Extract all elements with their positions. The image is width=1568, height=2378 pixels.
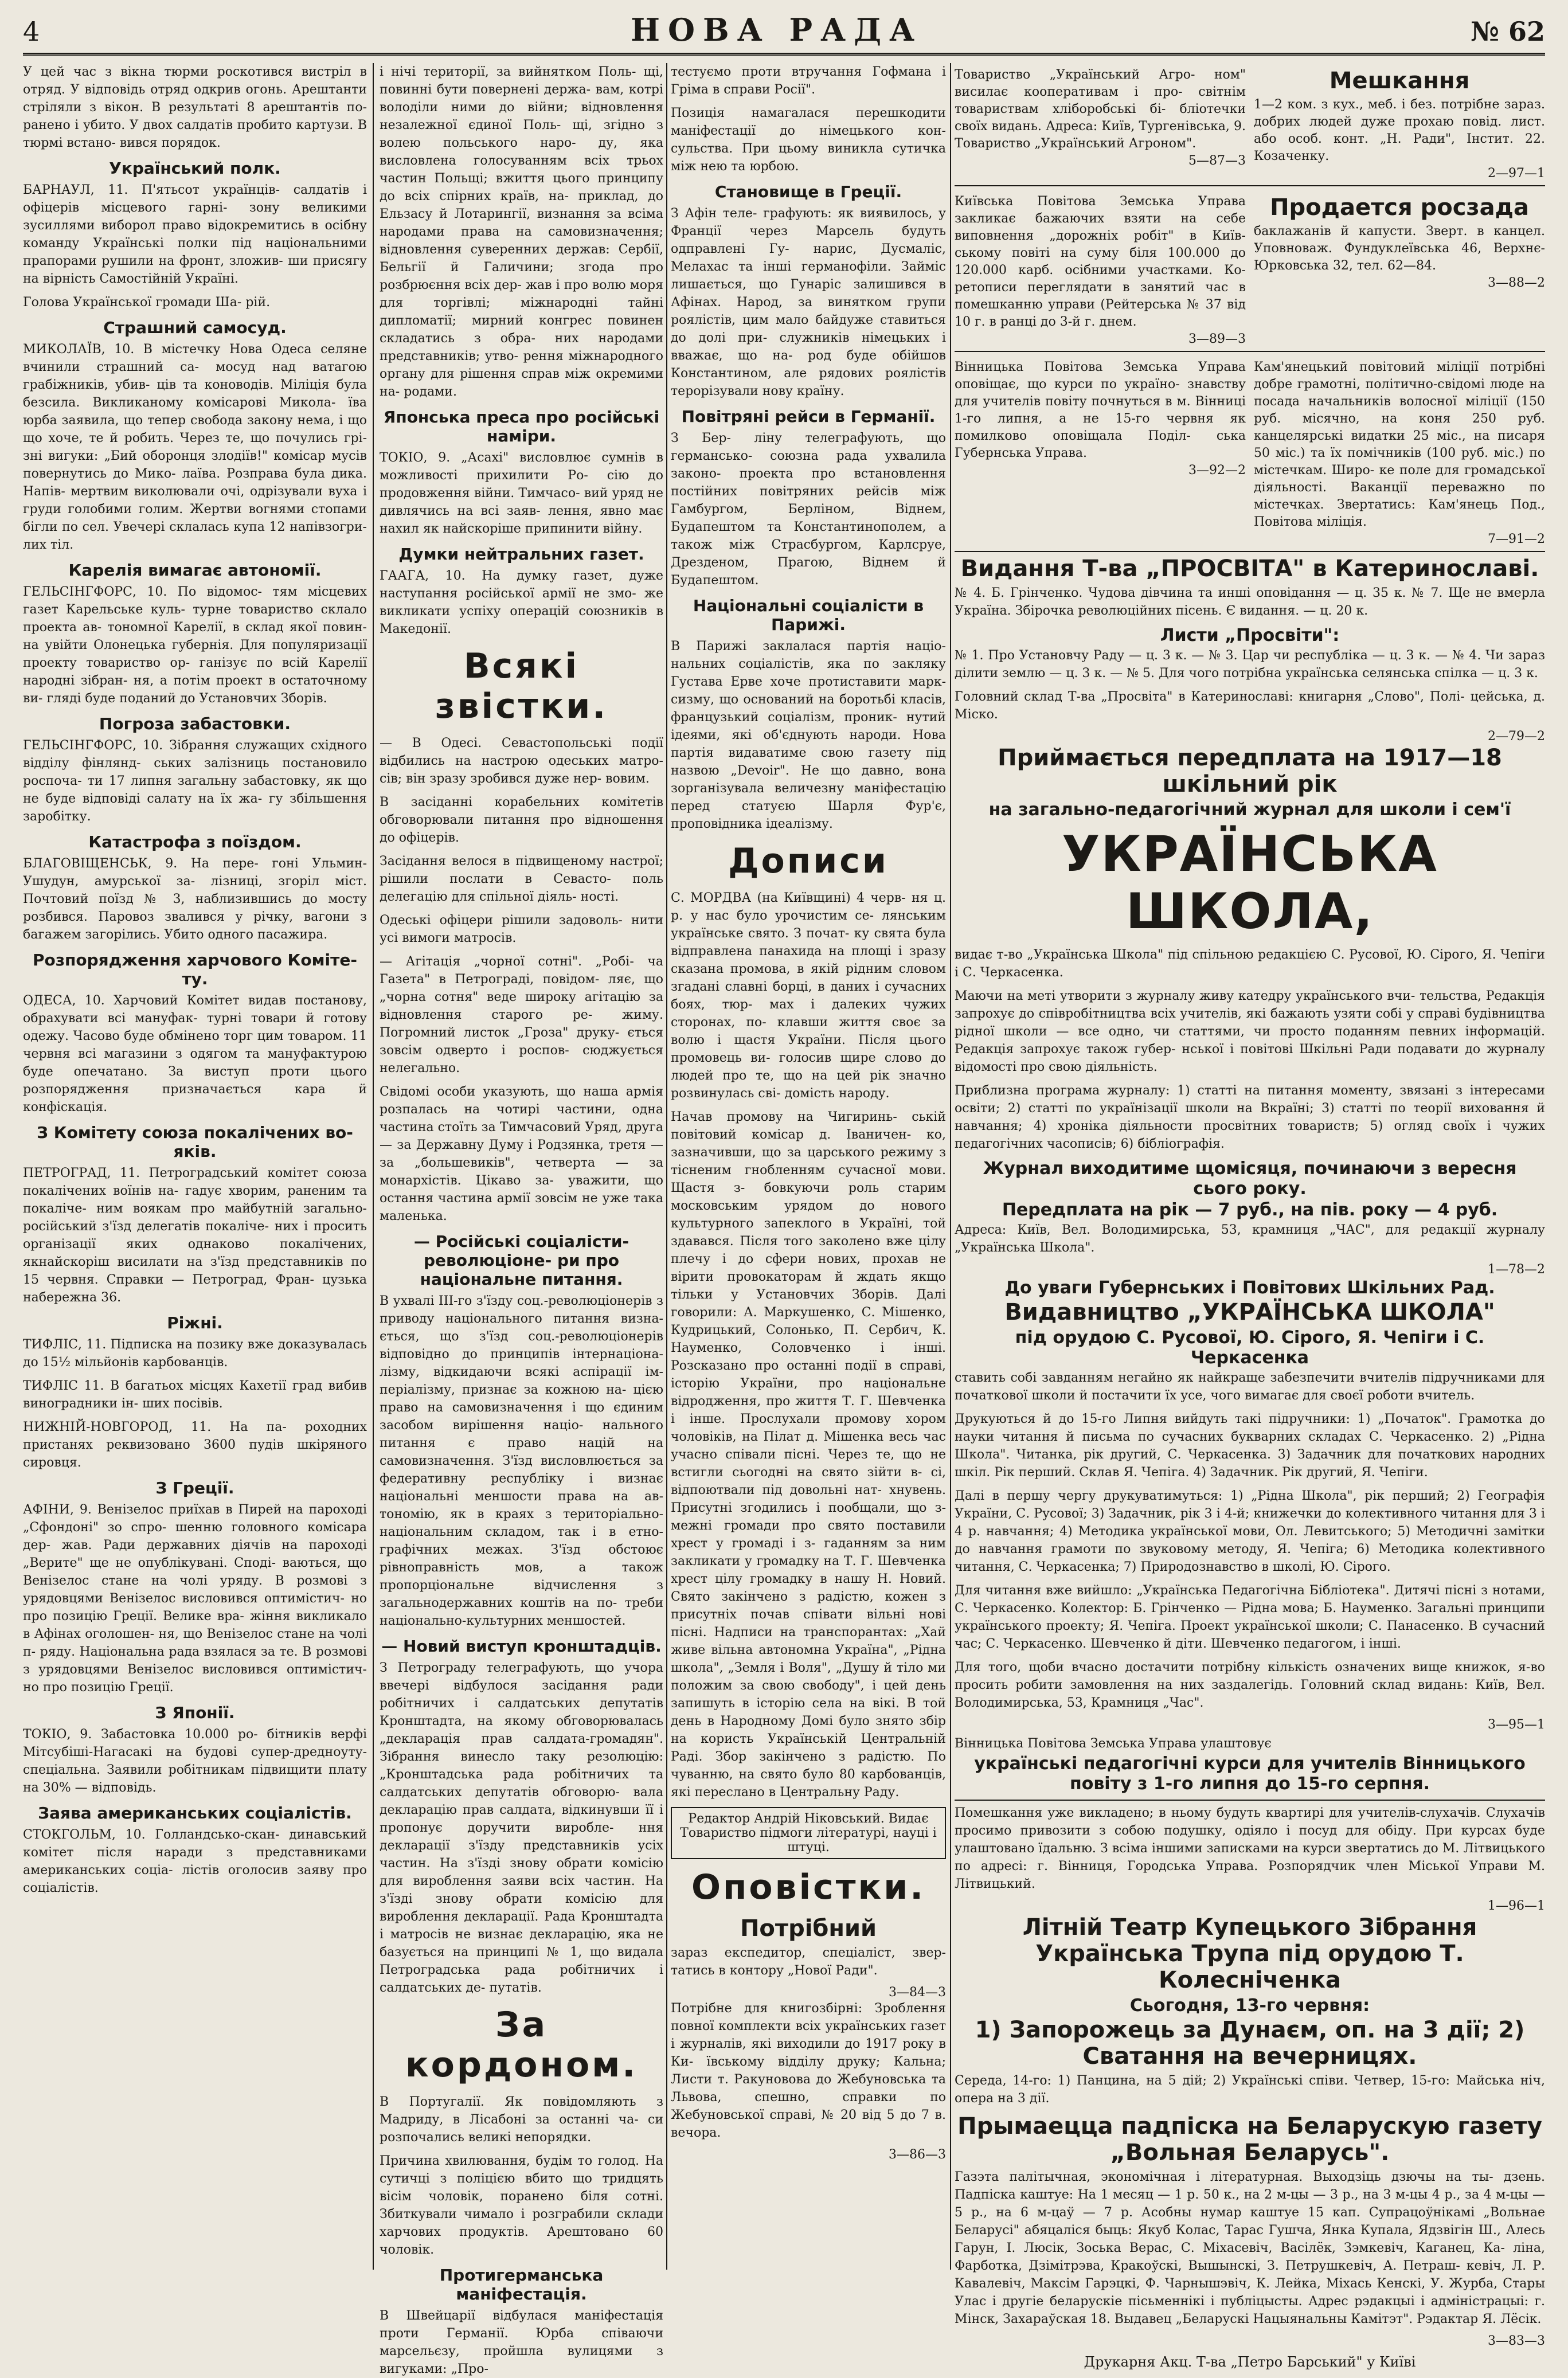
ad-section-title: Прымаецца падпіска на Беларускую газету „Вольная Беларусь". <box>957 2113 1542 2166</box>
section-heading: За кордоном. <box>405 2005 638 2085</box>
ad-code: 3—86—3 <box>889 2148 946 2162</box>
issue-number: № 62 <box>1470 16 1545 47</box>
ad-block <box>955 359 1246 546</box>
section-heading: Дописи <box>728 841 889 881</box>
article-text: зараз експедитор, спеціаліст, звер- татись в контору „Нової Ради". <box>671 1946 946 1978</box>
ad-code: 3—95—1 <box>1488 1718 1545 1732</box>
article-text: У цей час з вікна тюрми роскотився вистріл в отряд. У відповідь отряд одкрив огонь. Арештанти стріляли з вікон. В результаті 8 арештантів пo- ранено і убито. У двох салдатів пробито картузи. В тюрмі встано- вився порядок. <box>23 65 367 150</box>
ad-code: 5—87—3 <box>1188 154 1246 168</box>
section-heading: Всякі звістки. <box>435 646 608 726</box>
column-1 <box>23 63 367 2270</box>
article-text: ГЕЛЬСІНГФОРС, 10. Зібрання служащих східного відділу фінлянд- ських залізниць постановило роспоча- ти 17 липня загальну забастовку, як що не буде відповіді салату на їх жа- гу збільшення заробітку. <box>23 738 367 824</box>
article-heading: Думки нейтральних газет. <box>398 545 644 564</box>
ad-code: 1—96—1 <box>1488 1899 1545 1913</box>
article-text: Головний склад Т-ва „Просвіта" в Катеринославі: книгарня „Слово", Полі- цейська, д. Міско. <box>955 690 1545 722</box>
journal-title: УКРАЇНСЬКА ШКОЛА, <box>1062 826 1438 940</box>
ad-text: Кам'янецький повітовий міліції потрібні добре грамотні, політично-свідомі люде на посада начальників волосної міліції (150 руб. місячно, на коня 250 руб. канцелярські видатки 25 міс., на писаря 50 міс.) та їх помічників (100 руб. міс.) по містечкам. Широ- ке поле для громадської діяльності. Ваканції переважно по містечках. Звертатись: Кам'янець Под., Повітова міліція. <box>1254 360 1545 529</box>
ad-subtitle: на загально-педагогічний журнал для школи і сем'ї <box>988 800 1511 820</box>
ad-section-title: Літній Театр Купецького Зібрання Українська Трупа під орудою Т. Колесніченка <box>1022 1914 1477 1993</box>
article-heading: Український полк. <box>109 159 281 178</box>
article-text: Потрібне для книгозбірні: Зроблення повної комплекти всіх українських газет і журналів, які виходили до 1917 року в Ки- ївському відділу друку; Кальна; Листи т. Ракуновова до Жебуновська та Львова, спешно, справки по Жебуновської справі, № 20 від 5 до 7 в. вечора. <box>671 2001 946 2140</box>
ad-text: 1—2 ком. з кух., меб. і без. потрібне зараз. добрих людей дуже прохаю повід. лист. або особ. конт. „Н. Ради", Інстит. 22. Козаченку. <box>1254 97 1545 163</box>
editor-imprint: Редактор Андрій Ніковський. Видає Товариство підмоги літературі, науці і штуці. <box>671 1807 946 1859</box>
ad-banner-small: Вінницька Повітова Земська Управа улаштовує <box>955 1736 1272 1751</box>
article-text: Для читання вже вийшло: „Українська Педагогічна Бібліотека". Дитячі пісні з нотами, С. Черкасенко. Колектор: Б. Грінченко — Рідна мова; Б. Науменко. Загальні принципи українського проекту; Я. Чепіга. Проект української школи; С. Панасенко. В сучасний час; С. Черкасенко. Шевченко й діти. Шевченко педагогом, і інші. <box>955 1583 1545 1651</box>
ad-block <box>1254 359 1545 546</box>
article-text: Для того, щоби вчасно достачити потрібну кількість означених вище книжок, я-во просить робити замовлення на них заздалегідь. Головний склад видань: Київ, Вел. Володимирська, 53, Крамниця „Час". <box>955 1660 1545 1710</box>
ad-code: 2—97—1 <box>1488 166 1545 181</box>
ad-section-title: 1) Запорожець за Дунаєм, оп. на 3 дії; 2) Сватання на вечерницях. <box>975 2017 1525 2070</box>
article-text: З Афін теле- графують: як виявилось, у Франції через Марсель будуть одправлені Гу- нарис, Дусмаліс, Мелахас та інші германофіли. Займіс лишається, що Гунаріс залишився в Афінах. Народ, за винятком групи роялістів, цим мало байдуже ставиться до долі при- служників німецьких і вважає, що на- род буде обійшов Константином, але рядових роялістів терорізували нову країну. <box>671 206 946 398</box>
article-heading: Карелія вимагає автономії. <box>68 561 322 580</box>
article-text: Помешкання уже викладено; в ньому будуть квартирі для учителів-слухачів. Слухачів просимо привозити з собою подушку, одіяло і посуд для обіду. При курсах буде улаштовано їдальню. З всіма іншими записками на курси звертатись до М. Літвицького по адресі: г. Вінниця, Городська Управа. Розпорядчик член Міської Управи М. Літвицький. <box>955 1806 1545 1891</box>
article-text: ТОКІО, 9. „Асахі" висловлює сумнів в можливості прихилити Ро- сію до продовження війни. Тимчасо- вий уряд не дивлячись на всі заяв- лення, явно має нахил як найскоріше припинити війну. <box>380 451 663 536</box>
article-text: В ухвалі III-го з'їзду соц.-революціонерів з приводу національного питання визна- ється, що з'їзд соц.-революціонерів відповідно до принципів інтернаціона- лізму, відкидаючи всякі аспірації ім- періалізму, признає за кожною на- цією право на самовизначення і що єдиним засобом вирішення націо- нального питання є право націй на самовизначення. З'їзд висловлюється за федеративну республіку і визнає національні меншости права на ав- тономію, як в краях з територіально- національним складом, так і в етно- графічних межах. З'їзд обстоює рівноправність мов, а також пропорціональне відчислення з загальнодержавних коштів на по- треби національно-культурних меншостей. <box>380 1294 663 1628</box>
ad-code: 3—89—3 <box>1188 332 1246 346</box>
article-text: Позиція намагалася перешкодити маніфестації до німецького кон- сульства. При цьому виникла сутичка між нею та юрбою. <box>671 106 946 174</box>
ad-subtitle: Журнал виходитиме щомісяця, починаючи з вересня сього року. <box>983 1159 1517 1199</box>
article-text: ТИФЛІС, 11. Підписка на позику вже доказувалась до 15½ мільйонів карбованців. <box>23 1337 367 1370</box>
article-text: Маючи на меті утворити з журналу живу катедру українського вчи- тельства, Редакція запрохує до співробітництва всіх учителів, які бажають узяти собі у справі будівництва рідної школи — все одно, чи статтями, чи просто поданням певних інформацій. Редакція запрохує також губер- нської і повітові Шкільні Ради подавати до журналу відомості про свою діяльність. <box>955 989 1545 1074</box>
article-text: Адреса: Київ, Вел. Володимирська, 53, крамниця „ЧАС", для редакції журналу „Українська Школа". <box>955 1223 1545 1255</box>
ad-code: 3—92—2 <box>1188 463 1246 478</box>
article-text: З Бер- ліну телеграфують, що германсько- союзна рада ухвалила законо- проекта про встановлення постійних повітряних рейсів між Гамбургом, Берліном, Віднем, Будапештом та Константинополем, а також між Страсбургом, Карлсруе, Дрезденом, Прагою, Віднем й Будапештом. <box>671 431 946 588</box>
article-text: ОДЕСА, 10. Харчовий Комітет видав постанову, обрахувати всі мануфак- турні товари й готову одежу. Часово буде обмінено торг цим товаром. 11 червня всі магазини з одягом та мануфактурою буде опечатано. За виступ проти цього розпорядження призначається кара й конфіскація. <box>23 994 367 1114</box>
article-text: № 1. Про Установчу Раду — ц. 3 к. — № 3. Цар чи республіка — ц. 3 к. — № 4. Чи зараз ділити землю — ц. 3 к. — № 5. Для чого потрібна українська селянська спілка — ц. 3 к. <box>955 648 1545 680</box>
article-text: видає т-во „Українська Школа" під спільною редакцією С. Русової, Ю. Сірого, Я. Чепіги і С. Черкасенка. <box>955 948 1545 980</box>
article-heading: З Японії. <box>155 1703 235 1722</box>
article-text: № 4. Б. Грінченко. Чудова дівчина та инші оповідання — ц. 35 к. № 7. Ще не вмерла Україна. Збірочка революційних пісень. Є видання. — ц. 20 к. <box>955 586 1545 618</box>
article-heading: Становище в Греції. <box>714 182 902 201</box>
article-heading: — Новий виступ кронштадців. <box>381 1637 662 1656</box>
article-heading: Розпорядження харчового Коміте- ту. <box>33 951 357 988</box>
article-text: В Швейцарії відбулася маніфестація проти Германії. Юрба співаючи марсельєзу, пройшла вулицями з вигуками: „Про- <box>380 2309 663 2376</box>
article-text: Далі в першу чергу друкуватимуться: 1) „Рідна Школа", рік перший; 2) Географія України, С. Русової; 3) Задачник, рік 3 і 4-й; книжечки до колективного читання для 3 і 4 р. навчання; 4) Методика української мови, Ол. Левитського; 5) Методичні замітки до навчання грамоти по звуковому методу, Я. Чепіга; 6) Методика колективного читання, С. Черкасенка; 7) Природознавство в школі, Ю. Сірого. <box>955 1489 1545 1574</box>
ad-text: баклажанів й капусти. Зверт. в канцел. Уповноваж. Фундуклеївська 46, Верхнє- Юрковська 32, тел. 62—84. <box>1254 224 1545 273</box>
article-heading: Японська преса про російські наміри. <box>383 408 660 445</box>
article-text: НИЖНІЙ-НОВГОРОД, 11. На па- роходних пристанях реквизовано 3600 пудів шкіряного сировця. <box>23 1420 367 1470</box>
ad-code: 3—83—3 <box>1488 2334 1545 2348</box>
column-3 <box>671 63 946 2270</box>
article-text: і нічі території, за вийнятком Поль- щі, повинні бути повернені держа- вам, котрі володіли ними до війни; відновлення незалежної єдиної Поль- щі, згідно з волею польського наро- ду, яка висловлена голосуванням всіх трьох частин Польщі; вжиття цього принципу до всіх спірних країв, на- приклад, до Ельзасу й Лотарингії, визнання за всіма народами права на самовизначення; відновлення суверенних держав: Сербії, Бельгії й Галичини; згода про розбрюєння всіх дер- жав і про волю моря для торгівлі; міжнародні тайні дипломатії; мирний конгрес повинен складатись з обра- них народами представників; утво- рення міжнародного органу для рішення справ між окремими на- родами. <box>380 65 663 399</box>
ad-block <box>1254 193 1545 346</box>
article-text: Начав промову на Чигиринь- ській повітовий комісар д. Іваничен- ко, зазначивши, що за царського режиму з тісненим гнобленням сучасної мови. Щастя з- бовкуючи роль старим московським урядом до нового культурного запеклого в Україні, той здавався. Після того заколено вже цілу плечу і до сфери нових, прохав не вірити провокаторам й ждать якщо тільки у Установчих Зборів. Далі говорили: А. Маркушенко, С. Мішенко, Кудрицький, Солонько, П. Сербич, К. Науменко, Соловченко і інші. Розсказано про останні події в справі, історію України, про національне відродження, про життя Т. Г. Шевченка і інше. Прослухали промову хором чоловіків, на Пілат д. Мішенка весь час учасно співали пісні. Через те, що не встигли сьогодні на свято зійти в- сі, відпоютвали під довольні нат- хнувень. Присутні згодились і пообщали, що з- межні громади про свято поставили хрест у громаді і з- гаданням за ним закликати у громадку на Т. Г. Шевченка хрест цілу громадку в нашу Н. Новий. Свято закінчено з радістю, кожен з присутніх почав співати вільні нові пісні. Надписи на транспорантах: „Хай живе вільна автономна Україна", „Рідна школа", „Земля і Воля", „Душу й тіло ми положим за свою свободу", і цей день запишуть в історію села на вікі. В той день в Народному Домі було знято збір на користь Українській Центральній Раді. Збор закінчено з радістю. По чуванню, на свято було 80 карбованців, які переслано в Центральну Раду. <box>671 1110 946 1800</box>
ad-banner <box>955 1732 1545 1801</box>
article-text: Свідомі особи указують, що наша армія розпалась на чотирі частини, одна частина стоїть за Тимчасовий Уряд, друга — за Державну Думу і Родзянка, третя — за „большевиків", четверта — за монархістів. Цікаво за- уважити, що остання частина армії зовсім не уже така маленька. <box>380 1085 663 1223</box>
ad-title: Продается росзада <box>1270 194 1529 221</box>
ad-banner-title: українські педагогічні курси для учителів Вінницького повіту з 1-го липня до 15-го серпня. <box>974 1754 1526 1794</box>
article-text: ставить собі завданням негайно як найкраще забезпечити вчителів підручниками для початкової школи й постачити їх усе, чого вимагає для своєї роботи вчитель. <box>955 1371 1545 1403</box>
article-text: тестуємо проти втручання Гофмана і Гріма в справи Росії". <box>671 65 946 97</box>
article-text: Газэта палітычная, экономічная і літературная. Выходзіць дзючы на ты- дзень. Падпіска каштуе: На 1 месяц — 1 р. 50 к., на 2 м-цы — 3 р., на 3 м-цы 4 р., за 4 м-цы — 5 р., на 6 м-цаў — 7 р. Асобны нумар каштуе 15 кап. Супрацоўнікамі „Вольнае Беларусі" абяцаліся быць: Якуб Колас, Тарас Гушча, Янка Купала, Ядзвігін Ш., Алесь Гарун, І. Люсік, Зоська Верас, С. Міхасевіч, Васілёк, Зэмкевіч, Каганец, Ка- ліна, Фарботка, Дзімітрэва, Кракоўскі, Вышынскі, З. Петрушкевіч, А. Петраш- кевіч, Л. Р. Кавалевіч, Максім Гарэцкі, Ф. Чарнышэвіч, К. Лейка, Міхась Кенскі, У. Журба, Стары Улас і другіе беларускіе пісьменнікі і публіцысты. Адрес рэдакцыі і адміністрацыі: г. Мінск, Захараўская 18. Выдавец „Беларускі Нацыянальны Камітэт". Рэдактар Я. Лёсік. <box>955 2170 1545 2326</box>
ad-subtitle: Сьогодня, 13-го червня: <box>1129 1996 1370 2016</box>
article-text: — Агітація „чорної сотні". „Робі- ча Газета" в Петрограді, повідом- ляє, що „чорна сотня" веде широку агітацію за відновлення старого ре- жиму. Погромний листок „Гроза" друку- ється зовсім одверто і роспов- сюджується нелегально. <box>380 955 663 1075</box>
header-rule <box>23 53 1545 56</box>
article-text: АФІНИ, 9. Венізелос приїхав в Пирей на пароході „Сфондоні" зо спро- шенню головного комісара дер- жав. Ради державних діячів на пароході „Верите" ще не опублікувані. Споді- ваються, що Венізелос стане на чолі уряду. В розмові з урядовцями Венізелос висловився оптимістич- но про позицію Греції. Велике вра- жіння викликало в Афінах оголошен- ня, що Венізелос стане на чолі п- ряду. Національна рада взялася за те. В розмові з урядовцями Венізелос висловився оптимістич- но про позицію Греції. <box>23 1503 367 1695</box>
column-divider <box>950 63 951 2270</box>
column-divider <box>373 63 374 2270</box>
article-heading: З Греції. <box>155 1479 234 1497</box>
ad-section-title: Видання Т-ва „ПРОСВІТА" в Катеринославі. <box>960 556 1539 582</box>
ad-block <box>1254 67 1545 181</box>
article-heading: Страшний самосуд. <box>103 318 287 337</box>
article-text: Голова Української громади Ша- рій. <box>23 295 271 310</box>
ad-subtitle: Листи „Просвіти": <box>1160 625 1340 646</box>
article-text: МИКОЛАЇВ, 10. В містечку Нова Одеса селяне вчинили страшний са- мосуд над ватагою грабіжників, убив- ців та коноводів. Міліція була безсила. Викликаному комісарові Микола- їва юрба заявила, що тепер свобода закону нема, і що що хоче, те й робить. Через те, що почулись грі- зні вигуки: „Бий оборонця злодіїв!" комісар мусів повернутись до Мико- лаїва. Розправа була дика. Напів- мертвим виколювали очі, одрізували вуха і груди голобими голим. Жертви вогнями стопами бігли по сел. Увечері склалась купа 12 напівзогри- лих тіл. <box>23 342 367 552</box>
column-4-advertisements <box>955 63 1545 2370</box>
section-heading: Оповістки. <box>691 1867 926 1907</box>
article-text: Друкуються й до 15-го Липня вийдуть такі підручники: 1) „Початок". Грамотка до науки читання й письма по сучасних букварних складах С. Черкасенко. 2) „Рідна Школа". Читанка, рік другий, С. Черкасенка. 3) Задачник для початкових народних шкіл. Рік перший. Склав Я. Чепіга. 4) Задачник. Рік другий, Я. Чепіги. <box>955 1412 1545 1480</box>
article-heading: Національні соціалісти в Парижі. <box>693 596 924 634</box>
ad-section-title: Приймається передплата на 1917—18 шкільний рік <box>998 745 1502 797</box>
article-text: В Парижі заклалася партія націо- нальних соціалістів, яка по закляку Густава Ерве хоче протиставити марк- сизму, що оснований на боротьбі класів, французький соціалізм, проник- нутий ідеями, які об'єднують народи. Нова партія видаватиме свою газету під назвою „Devoir". Не що давно, вона зорганізувала величезну маніфестацію перед статуєю Шарля Фур'є, проповідника ідеалізму. <box>671 639 946 831</box>
article-text: З Петрограду телеграфують, що учора ввечері відбулося засідання ради робітничих і салдатських депутатів Кронштадта, на якому обговорювалась „декларація прав салдата-громадян". Зібрання винесло таку резолюцію: „Кронштадська рада робітничих та салдатських депутатів обговорю- вала декларацію прав салдата, відкинувши її і пропонує доручити виробле- ння декларації з'їзду представників усіх частин. На з'їзді знову обрати комісію для вироблення заяви всіх частин. На з'їзді знову обрати комісію для вироблення декларації. Рада Кронштадта і матросів не визнає декларацію, яка не базується на принципі № 1, що видала Петроградська рада робітничих і салдатських де- путатів. <box>380 1661 663 1995</box>
printer-imprint: Друкарня Акц. Т-ва „Петро Барський" у Київі <box>1084 2354 1416 2370</box>
article-text: ГЕЛЬСІНГФОРС, 10. По відомос- тям місцевих газет Карельське куль- турне товариство склало проекта ав- тономної Карелії, в склад якої повин- на увійти Олонецька губернія. Для популяризації проекту товариство ор- ганізує по всій Карелії народні зібран- ня, а потім проект в остаточному ви- гляді буде поданий до Установчих Зборів. <box>23 585 367 706</box>
ad-code: 3—88—2 <box>1488 276 1545 290</box>
article-heading: — Російські соціалісти-революціоне- ри про національне питання. <box>413 1232 629 1289</box>
ad-pair <box>955 355 1545 552</box>
article-text: Засідання велося в підвищеному настрої; рішили послати в Севасто- поль делегацію для спільної діяль- ності. <box>380 854 663 904</box>
article-text: Середа, 14-го: 1) Панцина, на 5 дій; 2) Українські співи. Четвер, 15-го: Майська ніч, опера на 3 дії. <box>955 2074 1545 2106</box>
article-text: СТОКГОЛЬМ, 10. Голландсько-скан- динавський комітет після наради з представниками американських соціа- лістів оголосив заяву про соціалістів. <box>23 1828 367 1895</box>
article-text: Одеські офіцери рішили задоволь- нити усі вимоги матросів. <box>380 913 663 945</box>
ad-subtitle: Передплата на рік — 7 руб., на пів. року — 4 руб. <box>1002 1200 1498 1220</box>
article-text: БАРНАУЛ, 11. П'ятьсот українців- салдатів і офіцерів місцевого гарні- зону великими зусиллями виборол право відокремитись в осібну команду Українські полки під національними прапорами рушили на фронт, зложив- ши присягу на вірність Самостійній Україні. <box>23 183 367 286</box>
ad-code: 3—84—3 <box>889 1985 946 2000</box>
article-text: ТИФЛІС 11. В багатьох місцях Кахетії град вибив виноградники ін- ших посівів. <box>23 1379 367 1411</box>
article-text: ПЕТРОГРАД, 11. Петроградський комітет союза покалічених воїнів на- гадує хворим, раненим та покаліче- ним воякам про майбутній загально- російський з'їзд делегатів покаліче- них і просить організації яких однаково покалічених, якнайскоріш висилати на з'їзд представників по 15 червня. Справки — Петроград, Фран- цузька набережна 36. <box>23 1166 367 1305</box>
article-heading: Катастрофа з поїздом. <box>88 832 302 851</box>
article-heading: Ріжні. <box>167 1313 223 1332</box>
article-text: ТОКІО, 9. Забастовка 10.000 ро- бітників верфі Мітсубіші-Нагасакі на будові супер-дредноуту-спеціальна. Заявили робітникам підвищити плату на 30% — відповідь. <box>23 1727 367 1795</box>
article-text: В Португалії. Як повідомляють з Мадриду, в Лісабоні за останні ча- си розпочались великі непорядки. <box>380 2095 663 2145</box>
article-heading: Протигерманська маніфестація. <box>439 2266 604 2303</box>
ad-subtitle: під орудою С. Русової, Ю. Сірого, Я. Чепіги і С. Черкасенка <box>1015 1328 1485 1368</box>
ad-title: Мешкання <box>1329 68 1470 94</box>
masthead <box>0 0 1568 52</box>
ad-text: Вінницька Повітова Земська Управа оповіщає, що курси по україно- знавству для учителів повіту почнуться в м. Вінниці 1-го липня, а не 15-го червня як помилково оповіщала Поділ- ська Губернська Управа. <box>955 360 1246 460</box>
article-text: ГААГА, 10. На думку газет, дуже наступання російської армії не змо- же викликати успіху операцій союзників в Македонії. <box>380 569 663 636</box>
article-text: Приблизна програма журналу: 1) статті на питання моменту, звязані з інтересами освіти; 2) статті по українізації школи на Вкраїні; 3) статті по теорії виховання й навчання; 4) хроніка діяльности просвітних товариств; 5) огляд своїх і чужих педагогічних часописів; 6) бібліографія. <box>955 1084 1545 1151</box>
ad-block <box>955 193 1246 346</box>
article-heading: Заява американських соціалістів. <box>38 1804 352 1822</box>
column-2 <box>380 63 663 2376</box>
article-text: С. МОРДВА (на Київщині) 4 черв- ня ц. р. у нас було урочистим се- лянським українське свято. З почат- ку свята була відправлена панахида на площі і зразу сказана промова, в якій рідним словом згадані славні борці, в даних і сучасних боях, тюр- мах і далеких чужих сторонах, по- клавши життя своє за волю і щастя України. Після цього промовець ви- голосив щире слово до людей про те, що на цей рік значно розвинулась сві- домість народу. <box>671 891 946 1101</box>
article-heading: З Комітету союза покалічених во- яків. <box>37 1123 353 1161</box>
ad-pair <box>955 63 1545 186</box>
ad-pair <box>955 190 1545 352</box>
ad-block <box>955 67 1246 181</box>
ad-title: Потрібний <box>740 1915 877 1942</box>
article-text: БЛАГОВІЩЕНСЬК, 9. На пере- гоні Ульмин-Ушудун, амурської за- лізниці, згоріл міст. Почтовий поїзд № 3, наблизившись до мосту розбився. Паровоз звалився у річку, вагони з багажем загорілись. Убито одного пасажира. <box>23 856 367 942</box>
article-text: — В Одесі. Севастопольські події відбились на настрою одеських матро- сів; він зразу зробився дуже нер- вовим. <box>380 736 663 786</box>
newspaper-title: НОВА РАДА <box>631 11 923 48</box>
ad-code: 2—79—2 <box>1488 729 1545 744</box>
article-text: В засіданні корабельних комітетів обговорювали питання про відношення до офіцерів. <box>380 795 663 845</box>
ad-text: Товариство „Український Агро- ном" висилає кооперативам і про- світнім товариствам хліборобські бі- бліотечки своїх видань. Адреса: Київ, Тургенівська, 9. Товариство „Український Агроном". <box>955 68 1246 151</box>
ad-text: Київська Повітова Земська Управа закликає бажаючих взяти на себе виповнення „дорожніх робіт" в Київ- ському повіті на суму біля 100.000 до 120.000 карб. осібними участками. Ко- ретописи переглядати в занятий час в помешканню управи (Рейтерська № 37 від 10 г. в ранці до 3-й г. днем. <box>955 194 1246 329</box>
ad-subtitle: До уваги Губернських і Повітових Шкільних Рад. <box>1004 1278 1495 1298</box>
article-heading: Повітряні рейси в Германії. <box>681 407 936 426</box>
ad-code: 1—78—2 <box>1488 1262 1545 1277</box>
ad-code: 7—91—2 <box>1488 532 1545 546</box>
column-divider <box>666 63 667 2270</box>
article-heading: Погроза забастовки. <box>99 714 291 733</box>
article-text: Причина хвилювання, будім то голод. На сутичці з поліцією вбито що тридцять вісім чоловік, поранено біля сотні. Збиткували чимало і розграбили склади харчових продуктів. Арештовано 60 чоловік. <box>380 2154 663 2257</box>
ad-section-title: Видавництво „УКРАЇНСЬКА ШКОЛА" <box>1004 1299 1495 1325</box>
page-number: 4 <box>23 16 40 47</box>
